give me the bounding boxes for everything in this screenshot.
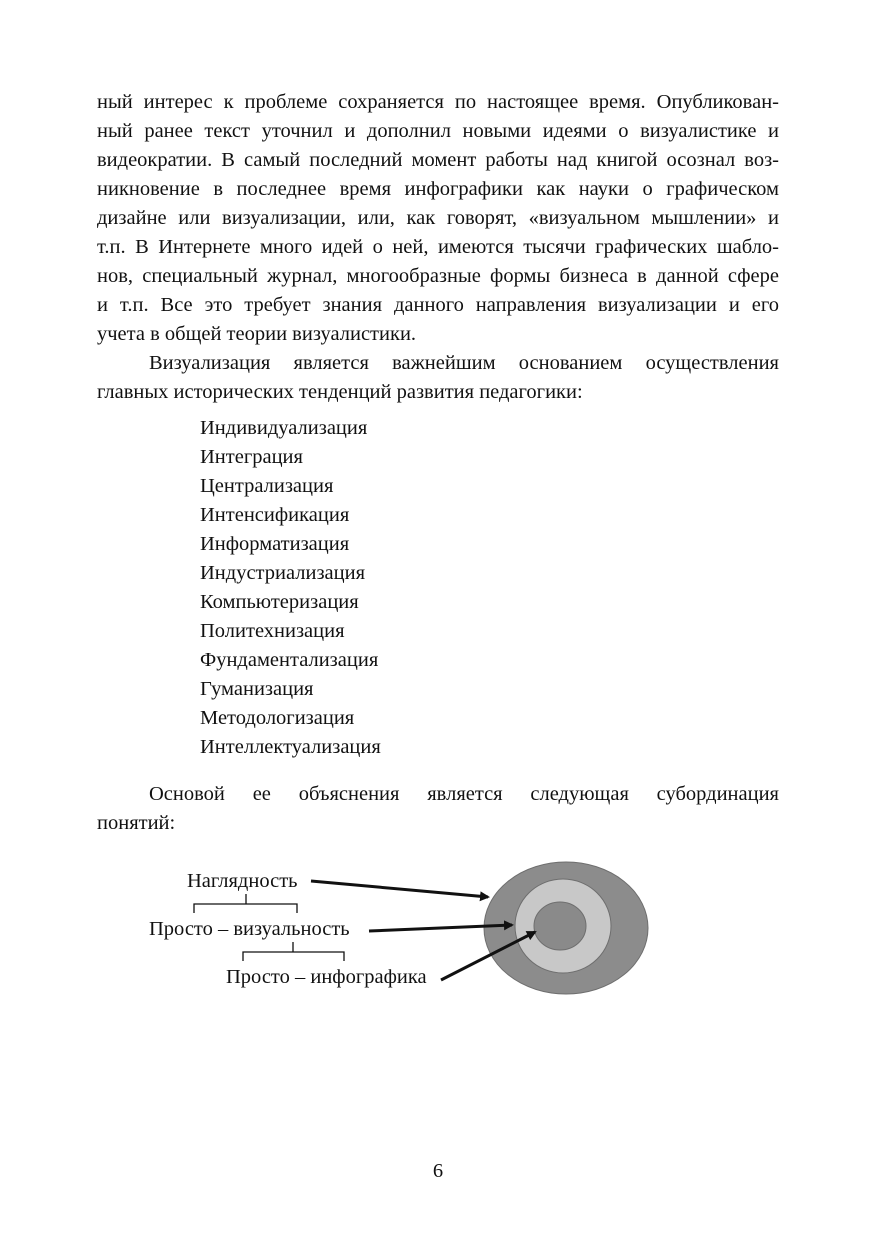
text-line: дизайне или визуализации, или, как говорят, «визуальном мышлении» и [97, 207, 779, 229]
list-item: Интеграция [200, 446, 303, 468]
inner-circle [534, 902, 586, 950]
text-line: понятий: [97, 812, 176, 834]
list-item: Информатизация [200, 533, 350, 555]
list-item: Компьютеризация [200, 591, 359, 613]
list-item: Фундаментализация [200, 649, 379, 671]
concept-diagram [0, 855, 876, 1015]
text-line: никновение в последнее время инфографики как науки о графическом [97, 178, 779, 200]
list-item: Индивидуализация [200, 417, 368, 439]
list-item: Гуманизация [200, 678, 314, 700]
list-item: Централизация [200, 475, 334, 497]
trends-list [200, 414, 381, 762]
list-item: Интеллектуализация [200, 736, 381, 758]
bracket-upper [194, 894, 297, 913]
label-middle: Просто – визуальность [149, 918, 350, 940]
arrow-outer [311, 881, 488, 897]
bracket-lower [243, 942, 344, 961]
text-line: нов, специальный журнал, многообразные формы бизнеса в данной сфере [97, 265, 779, 287]
list-item: Индустриализация [200, 562, 366, 584]
label-inner: Просто – инфографика [226, 966, 427, 988]
text-line: ный ранее текст уточнил и дополнил новыми идеями о визуалистике и [97, 120, 779, 142]
text-line: Визуализация является важнейшим основанием осуществления [149, 352, 779, 374]
list-item: Методологизация [200, 707, 355, 729]
text-line: учета в общей теории визуалистики. [97, 323, 417, 345]
text-line: Основой ее объяснения является следующая субординация [149, 783, 779, 805]
text-line: видеократии. В самый последний момент работы над книгой осознал воз- [97, 149, 779, 171]
text-line: т.п. В Интернете много идей о ней, имеются тысячи графических шабло- [97, 236, 779, 258]
page-number: 6 [432, 1160, 444, 1182]
label-outer: Наглядность [187, 870, 298, 892]
list-item: Политехнизация [200, 620, 345, 642]
text-line: и т.п. Все это требует знания данного направления визуализации и его [97, 294, 779, 316]
list-item: Интенсификация [200, 504, 350, 526]
text-line: ный интерес к проблеме сохраняется по настоящее время. Опубликован- [97, 91, 779, 113]
text-line: главных исторических тенденций развития педагогики: [97, 381, 583, 403]
